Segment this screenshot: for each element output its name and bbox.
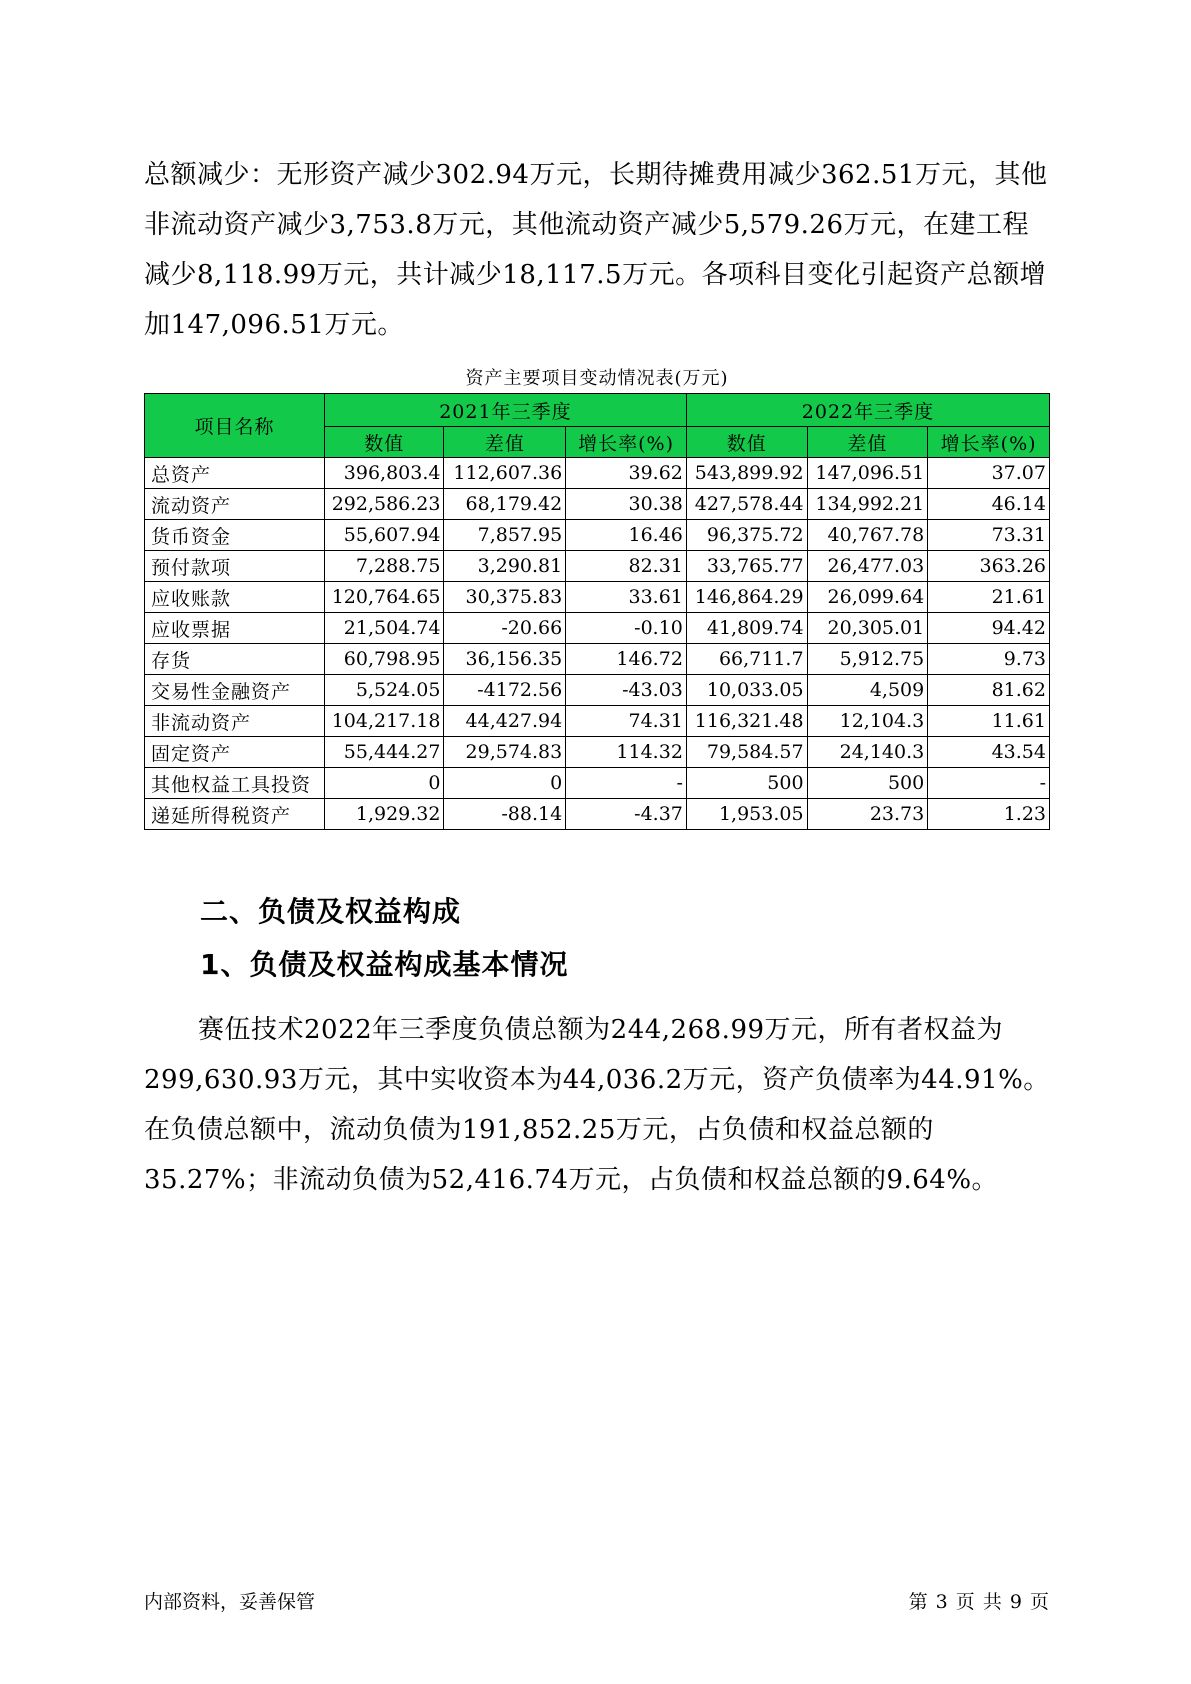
- asset-change-table: [144, 393, 1050, 830]
- table-cell: 9.73: [928, 644, 1050, 675]
- item-name-header: 项目名称: [145, 394, 325, 458]
- table-cell: 500: [807, 768, 928, 799]
- table-row: [145, 768, 1050, 799]
- table-cell: 10,033.05: [686, 675, 807, 706]
- table-cell: -: [566, 768, 687, 799]
- table-cell: 120,764.65: [324, 582, 444, 613]
- table-cell: 94.42: [928, 613, 1050, 644]
- table-cell: 30.38: [566, 489, 687, 520]
- row-item-name: 固定资产: [145, 737, 325, 768]
- table-cell: 96,375.72: [686, 520, 807, 551]
- row-item-name: 应收账款: [145, 582, 325, 613]
- row-item-name: 存货: [145, 644, 325, 675]
- table-cell: 7,857.95: [444, 520, 566, 551]
- table-cell: 30,375.83: [444, 582, 566, 613]
- table-cell: 29,574.83: [444, 737, 566, 768]
- table-cell: 16.46: [566, 520, 687, 551]
- table-cell: 20,305.01: [807, 613, 928, 644]
- table-cell: 36,156.35: [444, 644, 566, 675]
- period-header-2021: 2021年三季度: [324, 394, 686, 427]
- table-cell: 5,912.75: [807, 644, 928, 675]
- subsection-heading: 1、负债及权益构成基本情况: [200, 948, 569, 981]
- table-cell: 39.62: [566, 458, 687, 489]
- table-row: [145, 551, 1050, 582]
- table-row: [145, 458, 1050, 489]
- value-header: 数值: [686, 427, 807, 458]
- table-cell: -0.10: [566, 613, 687, 644]
- row-item-name: 其他权益工具投资: [145, 768, 325, 799]
- table-cell: 24,140.3: [807, 737, 928, 768]
- table-cell: 147,096.51: [807, 458, 928, 489]
- table-cell: 55,444.27: [324, 737, 444, 768]
- table-cell: 21.61: [928, 582, 1050, 613]
- table-cell: 500: [686, 768, 807, 799]
- table-body: [145, 458, 1050, 830]
- table-cell: 26,477.03: [807, 551, 928, 582]
- table-cell: 146,864.29: [686, 582, 807, 613]
- table-row: [145, 675, 1050, 706]
- table-cell: 396,803.4: [324, 458, 444, 489]
- table-cell: 1,929.32: [324, 799, 444, 830]
- table-cell: -43.03: [566, 675, 687, 706]
- table-cell: 68,179.42: [444, 489, 566, 520]
- table-cell: -4.37: [566, 799, 687, 830]
- row-item-name: 货币资金: [145, 520, 325, 551]
- row-item-name: 非流动资产: [145, 706, 325, 737]
- table-header-row-periods: [145, 394, 1050, 427]
- table-cell: 55,607.94: [324, 520, 444, 551]
- table-cell: 82.31: [566, 551, 687, 582]
- table-cell: 23.73: [807, 799, 928, 830]
- table-cell: 40,767.78: [807, 520, 928, 551]
- body-paragraph-liabilities: 赛伍技术2022年三季度负债总额为244,268.99万元，所有者权益为299,630.93万元，其中实收资本为44,036.2万元，资产负债率为44.91%。在负债总额中，流动负债为191,852.25万元，占负债和权益总额的35.27%；非流动负债为52,416.74万元，占负债和权益总额的9.64%。: [144, 1015, 1050, 1195]
- table-cell: 37.07: [928, 458, 1050, 489]
- value-header: 数值: [324, 427, 444, 458]
- table-cell: 12,104.3: [807, 706, 928, 737]
- table-row: [145, 737, 1050, 768]
- table-cell: 73.31: [928, 520, 1050, 551]
- table-cell: 104,217.18: [324, 706, 444, 737]
- table-cell: 74.31: [566, 706, 687, 737]
- table-cell: -4172.56: [444, 675, 566, 706]
- table-cell: 5,524.05: [324, 675, 444, 706]
- table-cell: 112,607.36: [444, 458, 566, 489]
- table-cell: 1.23: [928, 799, 1050, 830]
- table-cell: 0: [324, 768, 444, 799]
- table-cell: 0: [444, 768, 566, 799]
- table-cell: 46.14: [928, 489, 1050, 520]
- table-cell: 44,427.94: [444, 706, 566, 737]
- table-cell: 33.61: [566, 582, 687, 613]
- row-item-name: 应收票据: [145, 613, 325, 644]
- table-cell: 66,711.7: [686, 644, 807, 675]
- table-cell: 41,809.74: [686, 613, 807, 644]
- table-cell: 4,509: [807, 675, 928, 706]
- footer-confidential-note: 内部资料，妥善保管: [144, 1591, 316, 1613]
- table-cell: 146.72: [566, 644, 687, 675]
- body-paragraph-asset-decrease: 总额减少：无形资产减少302.94万元，长期待摊费用减少362.51万元，其他非流动资产减少3,753.8万元，其他流动资产减少5,579.26万元，在建工程减少8,118.99万元，共计减少18,117.5万元。各项科目变化引起资产总额增加147,096.51万元。: [144, 160, 1048, 340]
- table-cell: 543,899.92: [686, 458, 807, 489]
- table-cell: 427,578.44: [686, 489, 807, 520]
- table-cell: 3,290.81: [444, 551, 566, 582]
- table-row: [145, 489, 1050, 520]
- table-cell: -: [928, 768, 1050, 799]
- table-cell: -20.66: [444, 613, 566, 644]
- table-cell: 60,798.95: [324, 644, 444, 675]
- growth-rate-header: 增长率(%): [928, 427, 1050, 458]
- row-item-name: 流动资产: [145, 489, 325, 520]
- table-row: [145, 644, 1050, 675]
- table-cell: 21,504.74: [324, 613, 444, 644]
- table-cell: 116,321.48: [686, 706, 807, 737]
- table-cell: 33,765.77: [686, 551, 807, 582]
- table-cell: 363.26: [928, 551, 1050, 582]
- row-item-name: 预付款项: [145, 551, 325, 582]
- table-cell: 11.61: [928, 706, 1050, 737]
- table-row: [145, 582, 1050, 613]
- table-cell: 1,953.05: [686, 799, 807, 830]
- table-row: [145, 706, 1050, 737]
- table-row: [145, 613, 1050, 644]
- table-row: [145, 799, 1050, 830]
- table-cell: 81.62: [928, 675, 1050, 706]
- table-cell: 7,288.75: [324, 551, 444, 582]
- table-cell: 26,099.64: [807, 582, 928, 613]
- diff-header: 差值: [807, 427, 928, 458]
- row-item-name: 交易性金融资产: [145, 675, 325, 706]
- footer-page-number: 第 3 页 共 9 页: [908, 1591, 1050, 1613]
- period-header-2022: 2022年三季度: [686, 394, 1049, 427]
- row-item-name: 总资产: [145, 458, 325, 489]
- diff-header: 差值: [444, 427, 566, 458]
- section-heading: 二、负债及权益构成: [200, 895, 462, 928]
- table-row: [145, 520, 1050, 551]
- row-item-name: 递延所得税资产: [145, 799, 325, 830]
- table-cell: 79,584.57: [686, 737, 807, 768]
- table-cell: 292,586.23: [324, 489, 444, 520]
- growth-rate-header: 增长率(%): [566, 427, 687, 458]
- table-cell: 43.54: [928, 737, 1050, 768]
- table-cell: 134,992.21: [807, 489, 928, 520]
- table-cell: 114.32: [566, 737, 687, 768]
- table-caption: 资产主要项目变动情况表(万元): [465, 368, 729, 389]
- table-cell: -88.14: [444, 799, 566, 830]
